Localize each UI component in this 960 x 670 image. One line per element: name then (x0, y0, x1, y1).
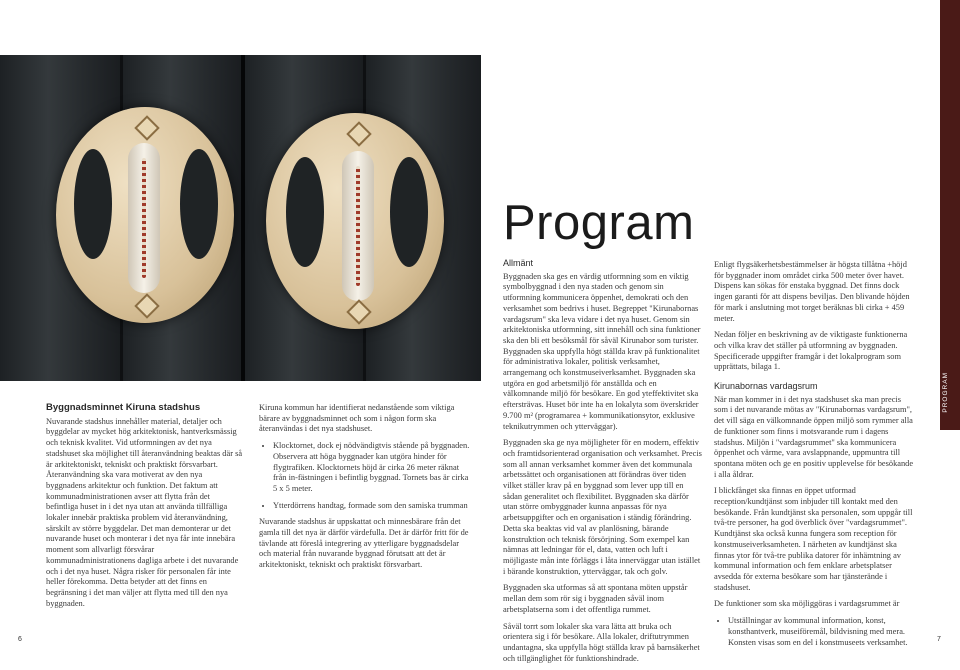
section-tab (940, 0, 960, 430)
column-3 (503, 258, 703, 670)
section-tab-label: PROGRAM (942, 372, 949, 413)
list-item: • Klocktornet, dock ej nödvändigtvis stående på byggnaden. Observera att höga byggnader kan utgöra hinder för flygtrafiken. Klocktornets höjd är cirka 26 meter räknat från in-fästningen i befintlig byggnad. Tornets bas är cirka 5 x 5 meter. (273, 441, 471, 495)
left-handle (56, 107, 234, 323)
column-4 (714, 260, 914, 654)
page-number-right: 7 (937, 636, 941, 643)
list-item: • Ytterdörrens handtag, formade som den samiska trumman (273, 501, 471, 512)
caption-heading: Byggnadsminnet Kiruna stadshus (46, 402, 201, 413)
list-item: • Utställningar av kommunal information, konst, konsthantverk, museiföremål, bildvisning med mera. Konsten visas som en del i konstmuseets verksamhet. (728, 616, 914, 648)
col2-intro: Kiruna kommun har identifierat nedanstående som viktiga bärare av byggnadsminnet och som i någon form ska återanvändas i det nya stadshuset. (259, 403, 455, 434)
paragraph: Såväl torrt som lokaler ska vara lätta att bruka och orientera sig i för besökare. Alla lokaler, driftutrymmen undantagna, ska uppfylla högt ställda krav på barnsäkerhet och tillgänglighet för funktionshindrade. (503, 621, 700, 663)
column-2 (259, 403, 471, 577)
paragraph: Byggnaden ska ges en värdig utformning som en viktig symbolbyggnad i den nya staden och genom sin utformning kommunicera öppenhet, demokrati och den verksamhet som bedrivs i huset. Begreppet "Kirunabornas vardagsrum" ska leva vidare i det nya huset. Genom sin arkitektoniska utformning, sitt innehåll och sina funktioner ska den bli ett besöksmål för såväl Kirunabor som turister. Byggnaden ska uppfylla högt ställda krav på funktionalitet för administrativa lokaler, politisk verksamhet, arrangemang och konstmuseiverksamhet. Byggnaden ska utgöra en god arbetsmiljö för anställda och en välkomnande miljö för besökare. En god yteffektivitet ska eftersträvas. Huset bör inte ha en lokalyta som överskrider 9.700 m² (programarea + kommunikationsytor, exklusive teknikutrymmen och ytterväggar). (503, 271, 701, 431)
col4-bullets (714, 616, 914, 648)
paragraph: Byggnaden ska utformas så att spontana möten uppstår mellan dem som rör sig i byggnaden såväl inom arbetsplatserna som i det offentliga rummet. (503, 583, 688, 614)
caption-body: Nuvarande stadshus innehåller material, detaljer och byggdelar av mycket hög arkitektonisk, hantverksmässig och teknisk kvalitet. Vid utformningen av det nya stadshuset ska möjlighet till återanvändning beaktas där så är arkitektoniskt, tekniskt och praktiskt försvarbart. Återanvändning ska vara motiverat av den nya byggnadens arkitektur och funktion. Det faktum att kommunadministrationen avser att flytta från det befintliga huset in i det nya utan att använda tillfälliga lokaler innebär praktiska problem vid återanvändning, särskilt av större byggdelar. Det man demonterar ur det nuvarande huset och monterar i det nya får inte innebära moment som allvarligt försvårar kommunadministrationens dagliga arbete i det nuvarande och i det nya huset. Några risker för personalen får inte heller förekomma. Detta betyder att det finns en begränsning i det man väljer att flytta med till den nya byggnaden. (46, 416, 243, 608)
col3-heading: Allmänt (503, 258, 534, 268)
paragraph: Byggnaden ska ge nya möjligheter för en modern, effektiv och framtidsorienterad organisation och verksamhet. Precis som all annan verksamhet kommer även det kommunala arbetssättet och organisationen att förändras över tiden vilket ställer krav på en byggnad som lever upp till en sådan generalitet och flexibilitet. Byggnaden ska därför utan större ombyggnader kunna anpassas för nya arbetsuppgifter och en organisation i ständig förändring. Detta ska beaktas vid val av planlösning, bärande konstruktion och teknisk försörjning. Som exempel kan nämnas att ledningar för el, data, vatten och luft i möjligaste mån inte förläggs i låta innerväggar utan istället i bärande konstruktion, ytterväggar, tak och golv. (503, 438, 702, 576)
paragraph: När man kommer in i det nya stadshuset ska man precis som i det nuvarande mötas av "Kirunabornas vardagsrum", det vill säga en välkomnande öppen miljö som rymmer alla de funktioner som finns i motsvarande rum i dagens stadshus. Miljön i "vardagsrummet" ska kommunicera öppenhet och värme, vara avslappnande, uppmuntra till spontana möten och ge en positiv upplevelse för besökande i alla åldrar. (714, 394, 914, 479)
door-handles-photo (0, 55, 481, 381)
page-title: Program (503, 196, 695, 250)
page-number-left: 6 (18, 636, 22, 643)
col2-outro: Nuvarande stadshus är uppskattat och minnesbärare från det gamla till det nya är därför värdefulla. Det är därför fritt för de tävlande att föreslå integrering av ytterligare byggnadsdelar och material från nuvarande byggnad förutsatt att det är arkitektoniskt, tekniskt och praktiskt försvarbart. (259, 517, 469, 570)
col4-heading: Kirunabornas vardagsrum (714, 381, 818, 392)
paragraph: De funktioner som ska möjliggöras i vardagsrummet är (714, 599, 900, 609)
paragraph: I blickfånget ska finnas en öppet utformad reception/kundtjänst som inbjuder till kontakt med den besökande. Från kundtjänst ska personalen, som uppgår till två-tre personer, ha god överblick över "vardagsrummet". Kundtjänst ska också kunna fungera som reception för konstmuseiverksamheten. I närheten av kundtjänst ska finnas ytor för två-tre publika datorer för inhämtning av kommunal information och fem enklare arbetsplatser avsedda för externa besökare som har tjänsterände i stadshuset. (714, 486, 913, 592)
paragraph: Enligt flygsäkerhetsbestämmelser är högsta tillåtna +höjd för byggnader inom området cirka 500 meter över havet. Dispens kan sökas för enstaka byggnad. Det finns dock ingen garanti för att dispens beviljas. Den blivande höjden för mark i anslutning mot torget beräknas bli cirka + 459 meter. (714, 260, 910, 323)
right-handle (266, 113, 444, 329)
paragraph: Nedan följer en beskrivning av de viktigaste funktionerna och vilka krav det ställer på utformning av byggnaden. Specificerade uppgifter framgår i det lokalprogram som upprättats, bilaga 1. (714, 330, 908, 372)
caption-block (46, 403, 244, 615)
col2-bullets (259, 441, 471, 511)
